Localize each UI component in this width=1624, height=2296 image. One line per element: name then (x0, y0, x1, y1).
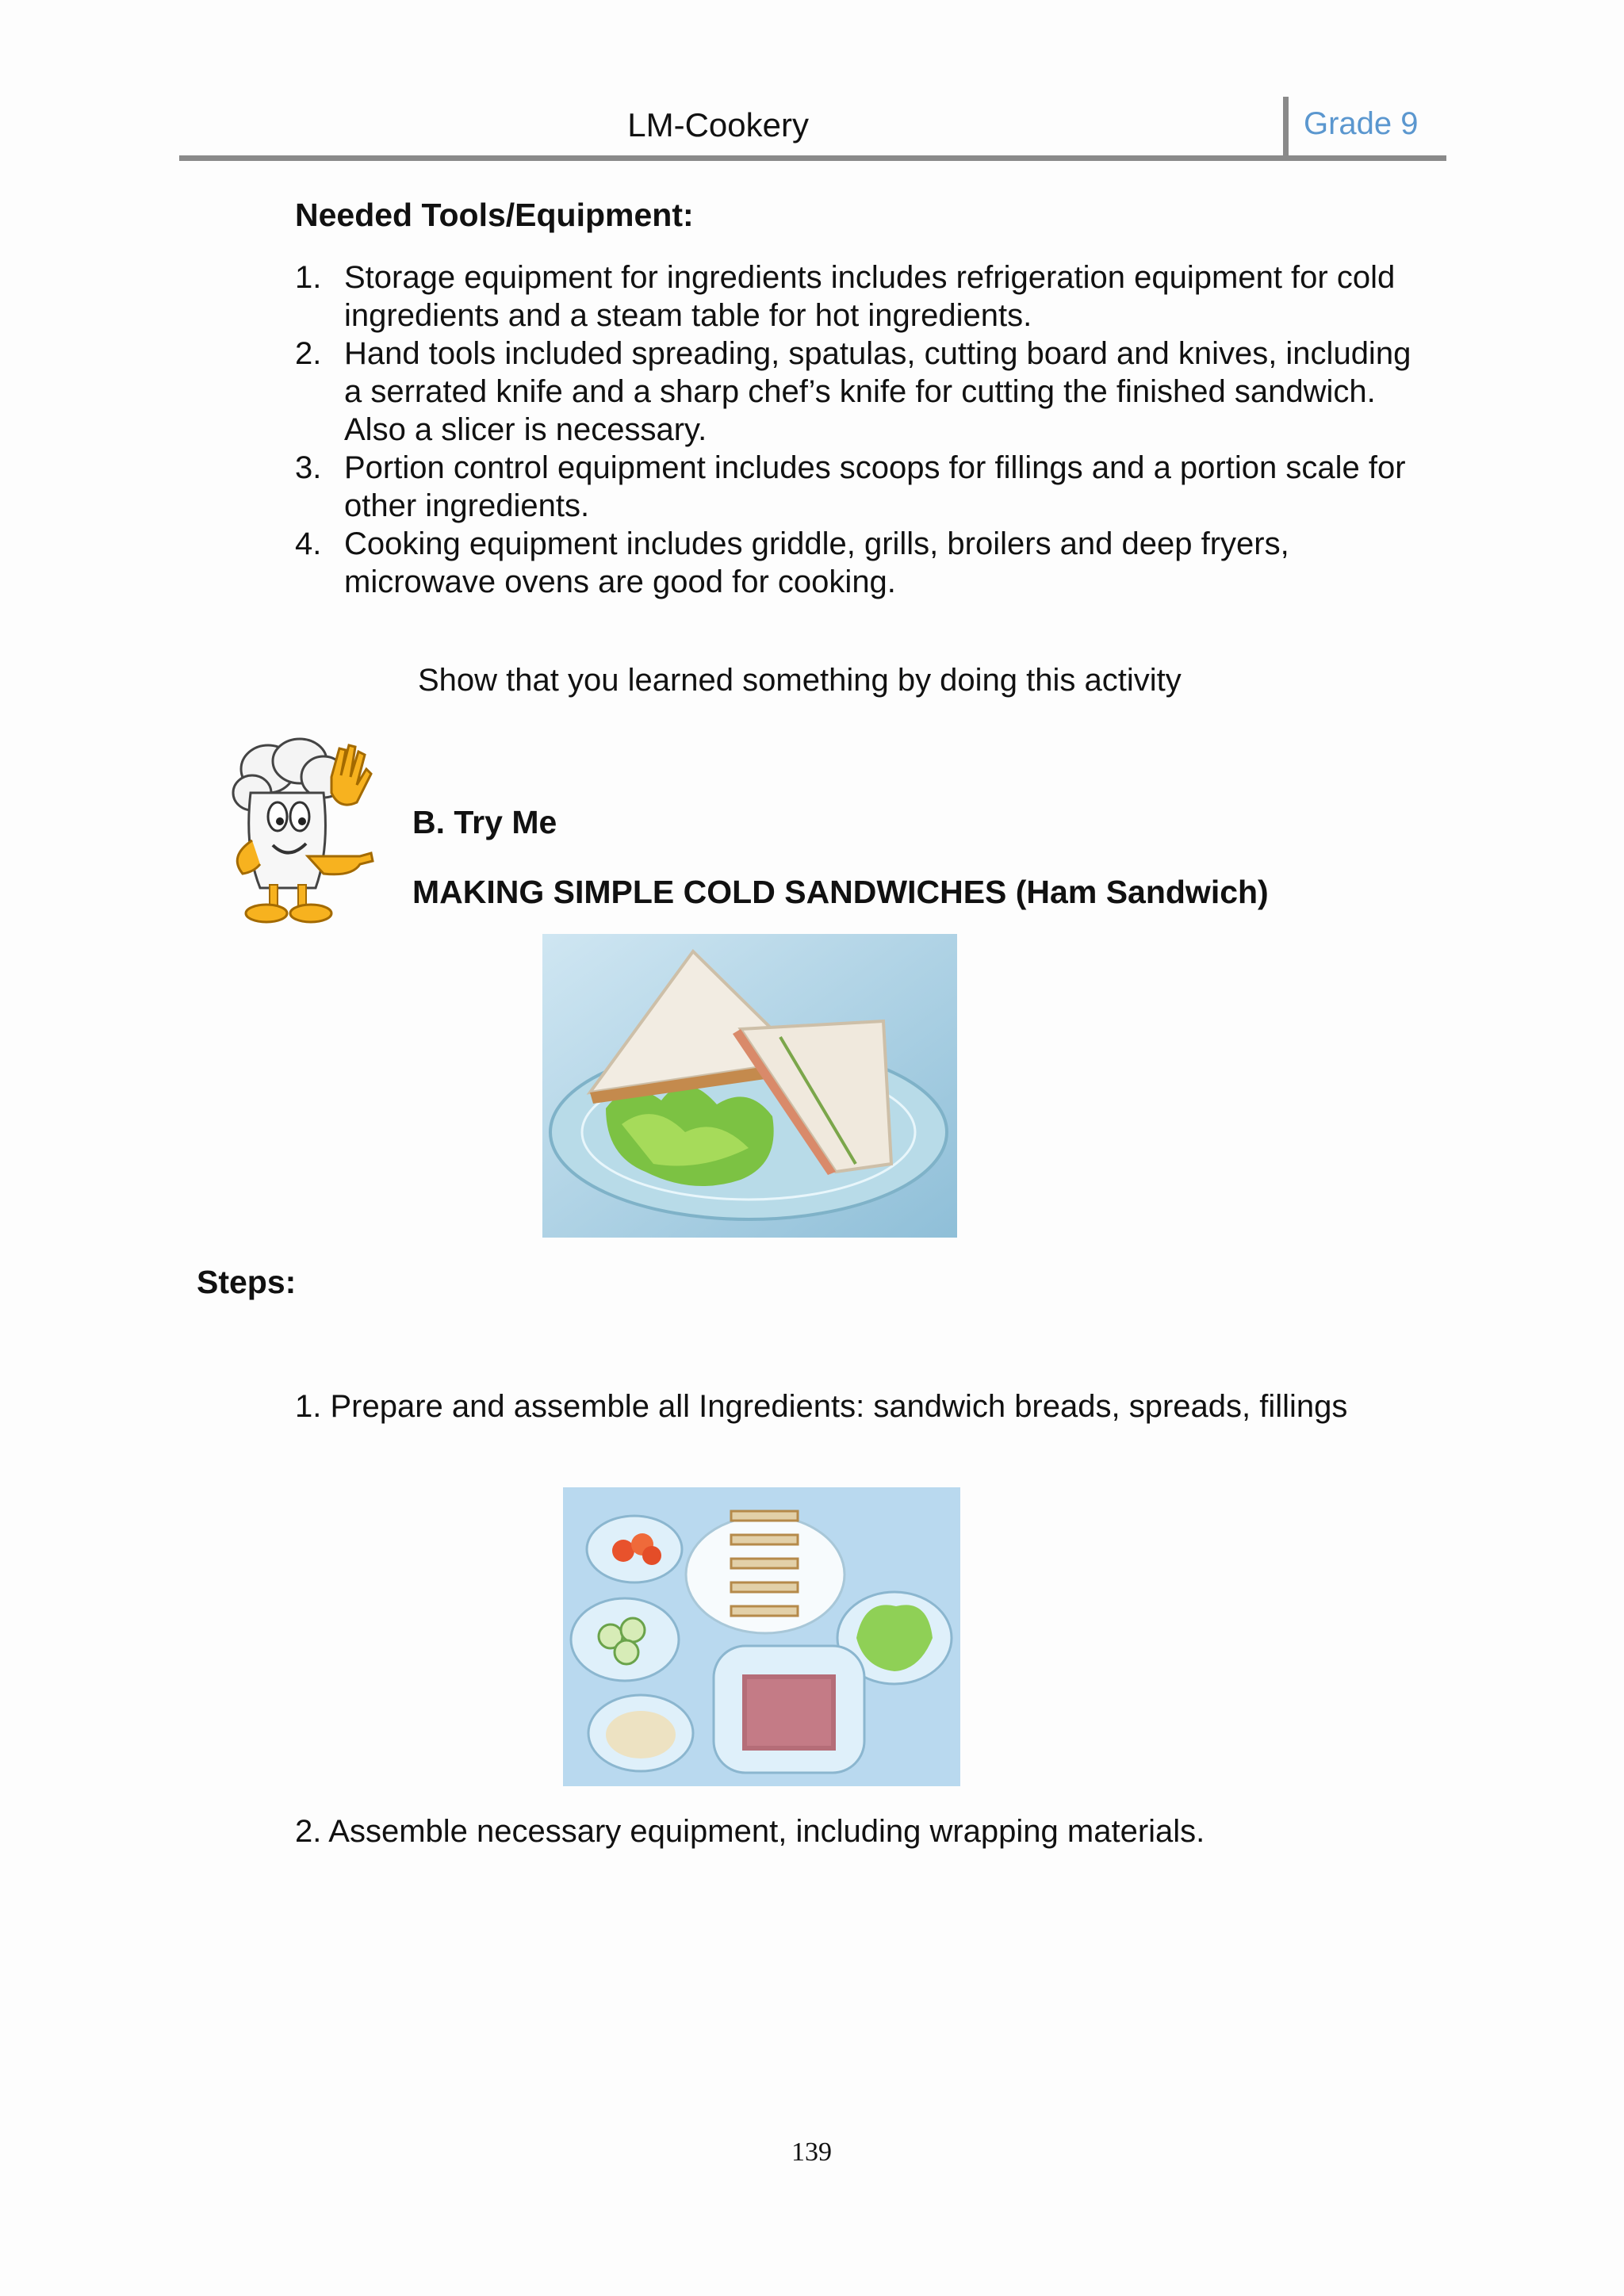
header-divider (1283, 97, 1289, 160)
chef-mascot-image (205, 737, 384, 928)
ingredients-photo (563, 1487, 960, 1786)
page-number: 139 (791, 2137, 832, 2167)
activity-prompt: Show that you learned something by doing this activity (418, 663, 1182, 698)
try-me-title: MAKING SIMPLE COLD SANDWICHES (Ham Sandwich) (412, 874, 1269, 910)
tools-heading: Needed Tools/Equipment: (295, 197, 694, 233)
list-item: 1. Storage equipment for ingredients includes refrigeration equipment for cold ingredients and a steam table for hot ingredients. (295, 260, 1396, 333)
list-item: 3. Portion control equipment includes scoops for fillings and a portion scale for other ingredients. (295, 450, 1406, 523)
header-rule (179, 155, 1446, 161)
ham-sandwich-photo (542, 934, 957, 1238)
steps-heading: Steps: (197, 1264, 297, 1300)
header-title: LM-Cookery (627, 106, 809, 144)
list-item: 4. Cooking equipment includes griddle, grills, broilers and deep fryers, microwave ovens are good for cooking. (295, 526, 1289, 599)
step-2: 2. Assemble necessary equipment, including wrapping materials. (295, 1814, 1205, 1849)
tools-list (295, 258, 1413, 601)
try-me-heading: B. Try Me (412, 804, 557, 840)
list-item: 2. Hand tools included spreading, spatulas, cutting board and knives, including a serrated knife and a sharp chef’s knife for cutting the finished sandwich. Also a slicer is necessary. (295, 336, 1411, 447)
step-1: 1. Prepare and assemble all Ingredients: sandwich breads, spreads, fillings (295, 1389, 1348, 1424)
header-grade: Grade 9 (1304, 106, 1419, 141)
